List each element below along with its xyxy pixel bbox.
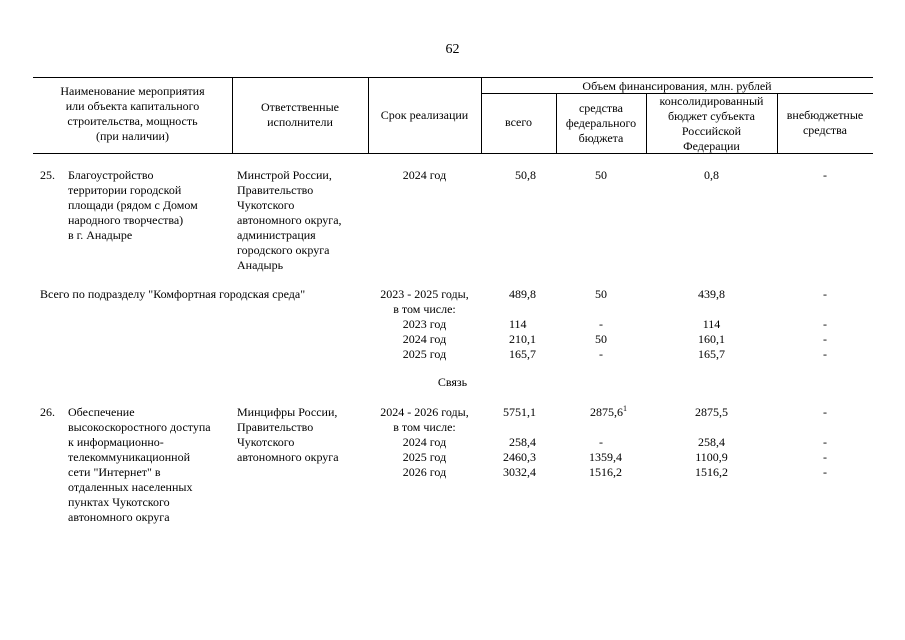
subtotal-label: Всего по подразделу "Комфортная городская среда" (40, 287, 306, 301)
table-top-border (33, 77, 873, 78)
subtotal-consolidated: 439,8 114 160,1 165,7 (698, 287, 725, 361)
row26-period: 2024 - 2026 годы, в том числе: 2024 год 2025 год 2026 год (380, 405, 469, 479)
row26-extra: - - - - (823, 405, 827, 479)
header-total-col: всего (504, 115, 533, 129)
row25-period: 2024 год (402, 168, 447, 182)
row26-federal: 2875,6$^1$ - 1359,4 1516,2 (556, 405, 646, 480)
subtotal-period: 2023 - 2025 годы, в том числе: 2023 год 2024 год 2025 год (380, 287, 469, 361)
header-consolidated-col: консолидированный бюджет субъекта Российской Федерации (659, 94, 764, 153)
subtotal-extra: - - - - (823, 287, 827, 361)
row26-responsible: Минцифры России, Правительство Чукотского автономного округа (237, 405, 339, 464)
row25-total: 50,8 (515, 168, 536, 182)
row26-federal-total: 2875,6$^1$ (590, 404, 627, 419)
header-name-col: Наименование мероприятия или объекта капитального строительства, мощность (при наличии) (60, 84, 205, 143)
header-funding-group: Объем финансирования, млн. рублей (582, 79, 772, 93)
row26-number: 26. (40, 405, 55, 419)
row25-federal: 50 (595, 168, 607, 182)
row26-consolidated: 2875,5 258,4 1100,9 1516,2 (695, 405, 728, 479)
row25-responsible: Минстрой России, Правительство Чукотского автономного округа, администрация городского округа Анадырь (237, 168, 342, 272)
row26-total: 5751,1 258,4 2460,3 3032,4 (503, 405, 536, 479)
page-number: 62 (445, 42, 460, 57)
footnote-marker: 1 (623, 404, 627, 413)
row25-extra: - (823, 168, 827, 182)
subtotal-federal: 50 - 50 - (595, 287, 607, 361)
header-responsible-col: Ответственные исполнители (261, 100, 339, 129)
subtotal-total: 489,8 114 210,1 165,7 (509, 287, 536, 361)
section-title: Связь (437, 375, 468, 389)
row25-consolidated: 0,8 (704, 168, 719, 182)
header-extrabudget-col: внебюджетные средства (786, 108, 864, 137)
row25-name: Благоустройство территории городской площади (рядом с Домом народного творчества) в г. Анадыре (68, 168, 198, 242)
header-federal-col: средства федерального бюджета (565, 101, 637, 145)
header-period-col: Срок реализации (380, 108, 469, 122)
row25-number: 25. (40, 168, 55, 182)
row26-name: Обеспечение высокоскоростного доступа к информационно- телекоммуникационной сети "Интернет" в отдаленных населенных пунктах Чукотского автономного округа (68, 405, 211, 524)
